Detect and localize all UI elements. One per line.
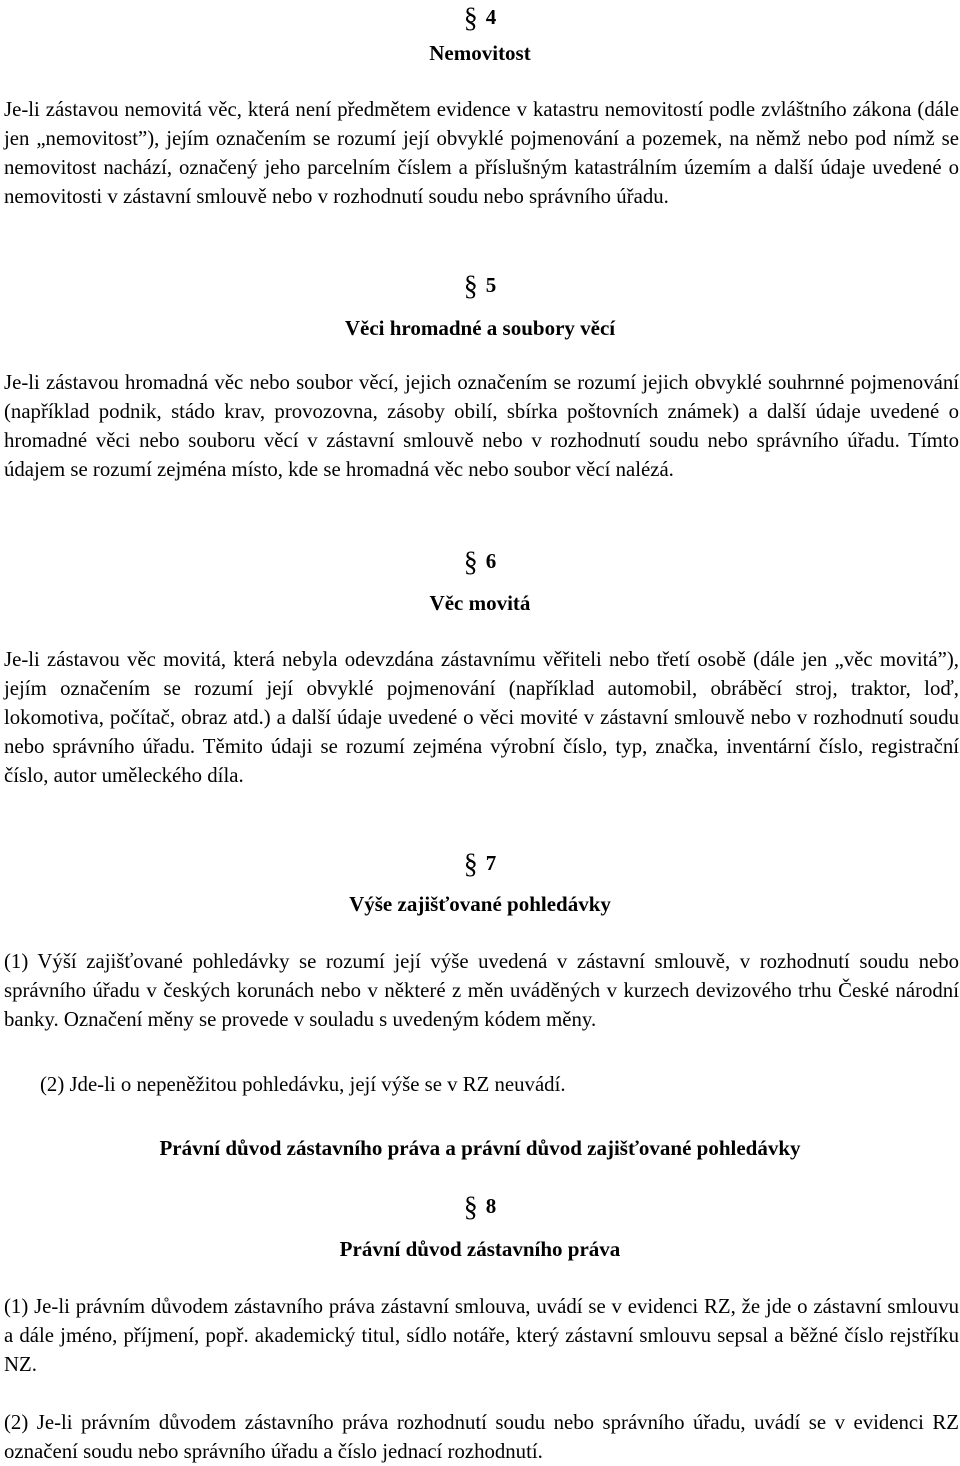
section-5-heading: Věci hromadné a soubory věcí — [344, 316, 616, 340]
section-6-paragraph: Je-li zástavou věc movitá, která nebyla odevzdána zástavnímu věřiteli nebo třetí osobě (dále jen „věc movitá”), jejím označením se rozumí její obvyklé pojmenování (například automobil, obráběcí stroj, traktor, loď, lokomotiva, počítač, obraz atd.) a další údaje uvedené o věci movité v zástavní smlouvě nebo v rozhodnutí soudu nebo správního úřadu. Těmito údaji se rozumí zejména výrobní číslo, typ, značka, inventární číslo, registrační číslo, autor uměleckého díla. — [4, 648, 959, 788]
section-6-heading: Věc movitá — [429, 591, 531, 615]
section-7-heading: Výše zajišťované pohledávky — [349, 892, 611, 916]
section-8-heading: Právní důvod zástavního práva — [339, 1237, 621, 1261]
section-5-paragraph: Je-li zástavou hromadná věc nebo soubor věcí, jejich označením se rozumí jejich obvyklé souhrnné pojmenování (například podnik, stádo krav, provozovna, zásoby obilí, sbírka poštovních známek) a další údaje uvedené o hromadné věci nebo souboru věcí v zástavní smlouvě nebo v rozhodnutí soudu nebo správního úřadu. Tímto údajem se rozumí zejména místo, kde se hromadná věc nebo soubor věcí nalézá. — [4, 371, 959, 482]
section-number: 6 — [485, 549, 497, 573]
section-8-paragraph-2: (2) Je-li právním důvodem zástavního práva rozhodnutí soudu nebo správního úřadu, uvádí se v evidenci RZ označení soudu nebo správního úřadu a číslo jednací rozhodnutí. — [4, 1411, 959, 1464]
section-number: 8 — [485, 1194, 497, 1218]
section-sign: § — [463, 849, 478, 880]
section-7-paragraph-2: (2) Jde-li o nepeněžitou pohledávku, její výše se v RZ neuvádí. — [40, 1073, 566, 1096]
section-8-paragraph-1: (1) Je-li právním důvodem zástavního práva zástavní smlouva, uvádí se v evidenci RZ, že jde o zástavní smlouvu a dále jméno, příjmení, popř. akademický titul, sídlo notáře, který zástavní smlouvu sepsal a běžné číslo rejstříku NZ. — [4, 1295, 959, 1377]
section-5-number — [0, 270, 960, 304]
section-number: 5 — [485, 273, 497, 297]
section-8-number — [0, 1191, 960, 1225]
section-4-heading: Nemovitost — [429, 41, 531, 65]
section-sign: § — [463, 271, 478, 302]
section-sign: § — [463, 1192, 478, 1223]
section-sign: § — [463, 3, 478, 34]
section-4-number — [0, 2, 960, 36]
section-6-number — [0, 546, 960, 580]
section-sign: § — [463, 547, 478, 578]
section-7-number — [0, 848, 960, 882]
section-4-paragraph: Je-li zástavou nemovitá věc, která není předmětem evidence v katastru nemovitostí podle zvláštního zákona (dále jen „nemovitost”), jejím označením se rozumí její obvyklé pojmenování a pozemek, na němž nebo pod nímž se nemovitost nachází, označený jeho parcelním číslem a příslušným katastrálním územím a další údaje uvedené o nemovitosti v zástavní smlouvě nebo v rozhodnutí soudu nebo správního úřadu. — [4, 98, 959, 209]
section-number: 7 — [485, 851, 497, 875]
section-number: 4 — [485, 5, 497, 29]
section-7-paragraph-1: (1) Výší zajišťované pohledávky se rozumí její výše uvedená v zástavní smlouvě, v rozhodnutí soudu nebo správního úřadu v českých korunách nebo v některé z měn uváděných v kurzech devizového trhu České národní banky. Označení měny se provede v souladu s uvedeným kódem měny. — [4, 950, 959, 1032]
part-title: Právní důvod zástavního práva a právní důvod zajišťované pohledávky — [159, 1136, 801, 1160]
